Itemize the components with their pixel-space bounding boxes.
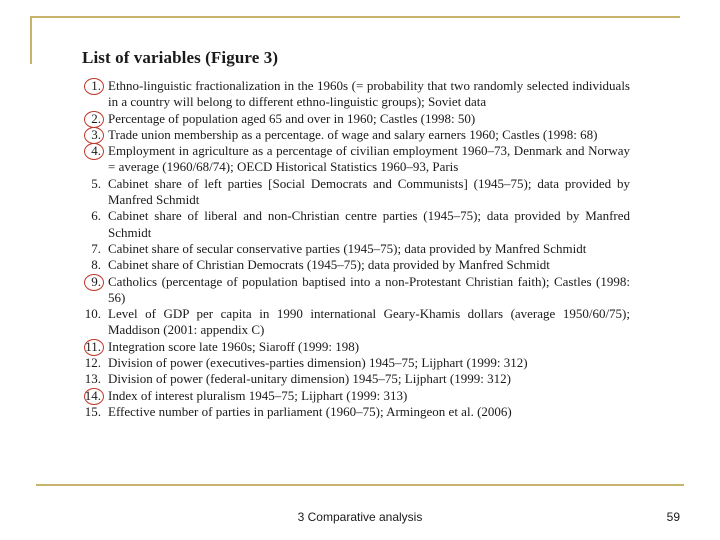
list-item — [78, 78, 630, 111]
item-text: Effective number of parties in parliament (1960–75); Armingeon et al. (2006) — [108, 403, 512, 419]
item-number: 8. — [91, 257, 101, 273]
list-item — [78, 176, 630, 209]
item-number: 9. — [78, 274, 108, 290]
list-item — [78, 257, 630, 273]
item-number: 14. — [78, 388, 108, 404]
item-number: 2. — [78, 111, 108, 127]
item-text: Level of GDP per capita in 1990 international Geary-Khamis dollars (average 1950/60/75); Maddison (2001: appendix C) — [108, 306, 630, 338]
item-number: 1. — [78, 78, 108, 94]
list-item — [78, 306, 630, 339]
list-item — [78, 388, 630, 404]
page-number: 59 — [666, 510, 680, 524]
list-item — [78, 127, 630, 143]
item-number: 5. — [91, 175, 101, 191]
item-text: Division of power (executives-parties dimension) 1945–75; Lijphart (1999: 312) — [108, 355, 528, 371]
item-text: Cabinet share of liberal and non-Christian centre parties (1945–75); data provided by Manfred Schmidt — [108, 208, 630, 240]
list-item — [78, 404, 630, 420]
list-item — [78, 143, 630, 176]
item-number: 10. — [84, 306, 101, 322]
list-item — [78, 274, 630, 307]
item-text: Percentage of population aged 65 and over in 1960; Castles (1998: 50) — [108, 110, 476, 126]
frame-line-left — [30, 16, 32, 64]
list-item — [78, 339, 630, 355]
item-text: Trade union membership as a percentage. of wage and salary earners 1960; Castles (1998: 68) — [108, 126, 598, 142]
item-number: 3. — [78, 127, 108, 143]
item-text: Ethno-linguistic fractionalization in the 1960s (= probability that two randomly selected individuals in a country will belong to different ethno-linguistic groups); Soviet data — [108, 78, 630, 110]
item-text: Cabinet share of Christian Democrats (1945–75); data provided by Manfred Schmidt — [108, 257, 550, 273]
item-text: Division of power (federal-unitary dimension) 1945–75; Lijphart (1999: 312) — [108, 371, 511, 387]
list-item — [78, 241, 630, 257]
item-text: Integration score late 1960s; Siaroff (1999: 198) — [108, 338, 360, 354]
item-number: 15. — [84, 403, 101, 419]
item-text: Cabinet share of secular conservative parties (1945–75); data provided by Manfred Schmidt — [108, 240, 587, 256]
item-number: 13. — [84, 371, 101, 387]
list-item — [78, 371, 630, 387]
slide-heading: List of variables (Figure 3) — [82, 48, 279, 67]
item-text: Cabinet share of left parties [Social Democrats and Communists] (1945–75); data provided by Manfred Schmidt — [108, 175, 630, 208]
footer-title: 3 Comparative analysis — [297, 510, 423, 524]
item-number: 11. — [78, 339, 108, 355]
list-item — [78, 111, 630, 127]
variables-list — [78, 78, 630, 420]
item-number: 4. — [78, 143, 108, 159]
item-text: Employment in agriculture as a percentage of civilian employment 1960–73, Denmark and Norway = average (1960/68/74); OECD Historical Statistics 1960–93, Paris — [108, 143, 630, 175]
item-number: 6. — [91, 208, 101, 224]
item-number: 12. — [84, 355, 101, 371]
list-item — [78, 208, 630, 241]
item-text: Index of interest pluralism 1945–75; Lijphart (1999: 313) — [108, 387, 408, 403]
item-text: Catholics (percentage of population baptised into a non-Protestant Christian faith); Castles (1998: 56) — [108, 273, 630, 305]
list-item — [78, 355, 630, 371]
frame-line-top — [30, 16, 680, 18]
item-number: 7. — [91, 240, 101, 256]
footer-divider — [36, 484, 684, 486]
